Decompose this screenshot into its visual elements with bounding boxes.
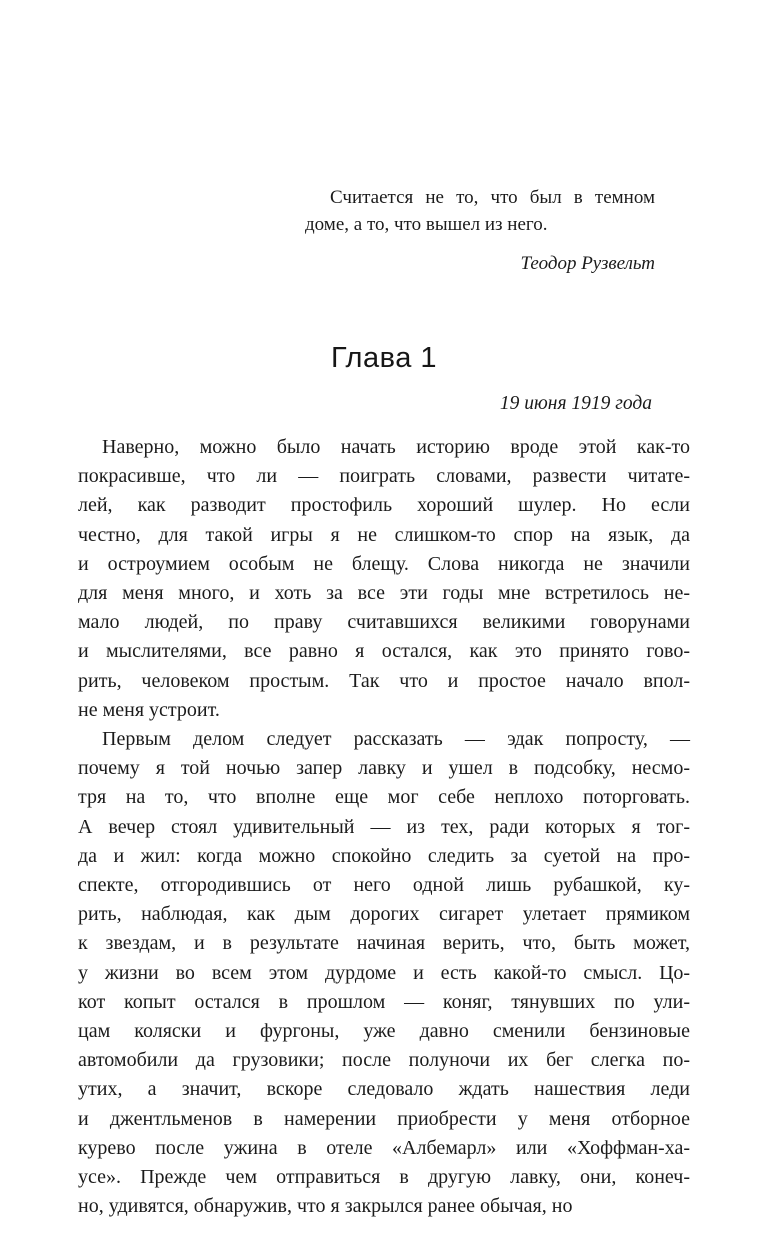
epigraph: [305, 184, 655, 238]
body-line: и остроумием особым не блещу. Слова никогда не значили: [78, 552, 690, 575]
body-line: утих, а значит, вскоре следовало ждать нашествия леди: [78, 1078, 690, 1101]
body-line: покрасивше, что ли — поиграть словами, развести читате-: [78, 465, 690, 488]
body-text: [78, 433, 690, 1221]
epigraph-line: Считается не то, что был в темном: [330, 187, 655, 208]
body-line: у жизни во всем этом дурдоме и есть какой-то смысл. Цо-: [78, 961, 690, 984]
body-line: и джентльменов в намерении приобрести у меня отборное: [78, 1107, 690, 1130]
body-line: Первым делом следует рассказать — эдак попросту, —: [102, 728, 690, 751]
chapter-title: Глава 1: [330, 342, 438, 374]
body-line: курево после ужина в отеле «Албемарл» или «Хоффман-ха-: [78, 1136, 690, 1159]
body-line: кот копыт остался в прошлом — коняг, тянувших по ули-: [78, 990, 690, 1013]
body-line: почему я той ночью запер лавку и ушел в подсобку, несмо-: [78, 757, 690, 780]
body-line: честно, для такой игры я не слишком-то спор на язык, да: [78, 523, 690, 546]
body-line: рить, наблюдая, как дым дорогих сигарет улетает прямиком: [78, 903, 690, 926]
body-line: к звездам, и в результате начиная верить, что, быть может,: [78, 932, 690, 955]
body-line: рить, человеком простым. Так что и простое начало впол-: [78, 669, 690, 692]
chapter-date: 19 июня 1919 года: [499, 393, 652, 414]
body-line: да и жил: когда можно спокойно следить за суетой на про-: [78, 844, 690, 867]
body-line: не меня устроит.: [78, 698, 220, 721]
body-line: автомобили да грузовики; после полуночи их бег слегка по-: [78, 1049, 690, 1072]
epigraph-line: доме, а то, что вышел из него.: [305, 214, 548, 235]
body-line: цам коляски и фургоны, уже давно сменили бензиновые: [78, 1020, 690, 1043]
body-line: и мыслителями, все равно я остался, как это принято гово-: [78, 640, 690, 663]
epigraph-attribution: Теодор Рузвельт: [520, 253, 655, 274]
body-line: спекте, отгородившись от него одной лишь рубашкой, ку-: [78, 874, 690, 897]
body-line: мало людей, по праву считавшихся великими говорунами: [78, 611, 690, 634]
body-line: для меня много, и хоть за все эти годы мне встретилось не-: [78, 582, 690, 605]
body-line: тря на то, что вполне еще мог себе неплохо поторговать.: [78, 786, 690, 809]
paragraph: [78, 725, 690, 1221]
paragraph: [78, 433, 690, 725]
body-line: А вечер стоял удивительный — из тех, ради которых я тог-: [78, 815, 690, 838]
body-line: усе». Прежде чем отправиться в другую лавку, они, конеч-: [78, 1166, 690, 1189]
body-line: но, удивятся, обнаружив, что я закрылся ранее обычая, но: [78, 1195, 573, 1218]
body-line: лей, как разводит простофиль хороший шулер. Но если: [78, 494, 690, 517]
body-line: Наверно, можно было начать историю вроде этой как-то: [102, 436, 690, 458]
